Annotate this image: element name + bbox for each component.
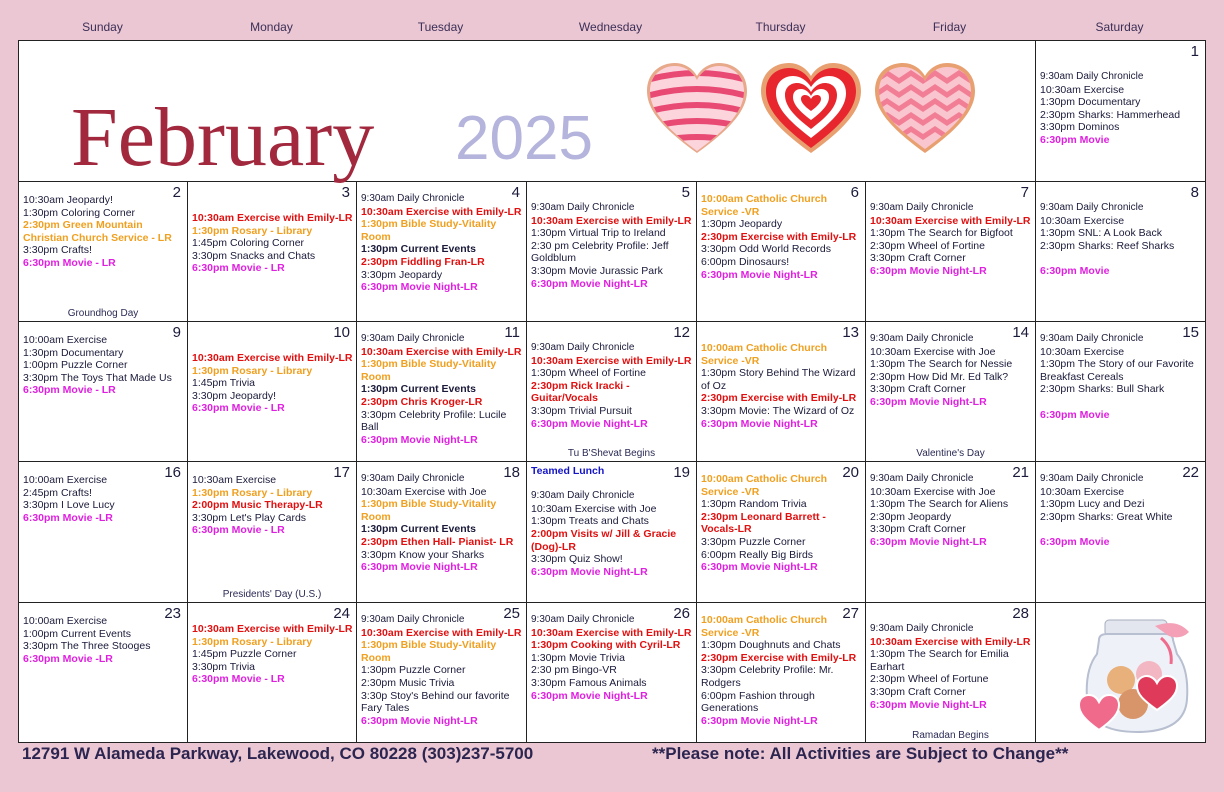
event-item: 2:30pm Wheel of Fortune [870, 673, 989, 686]
holiday-label: Presidents' Day (U.S.) [222, 589, 322, 600]
day-number: 20 [842, 464, 859, 481]
event-list [701, 473, 862, 574]
day-cell-7 [866, 182, 1035, 321]
event-item: 6:00pm Really Big Birds [701, 548, 814, 561]
event-item: 6:30pm Movie Night-LR [361, 281, 478, 294]
event-list [192, 212, 353, 275]
day-cell-23 [19, 603, 187, 743]
event-item: 9:30am Daily Chronicle [531, 342, 635, 353]
event-item: 9:30am Daily Chronicle [870, 623, 974, 634]
chevron-heart-cookie-icon [875, 63, 975, 155]
event-item: 3:30pm Movie Jurassic Park [531, 264, 663, 277]
event-item: 1:30pm Virtual Trip to Ireland [531, 227, 666, 240]
day-cell-21 [866, 462, 1035, 602]
event-list [1040, 333, 1202, 421]
day-cell-25 [357, 603, 526, 743]
event-item: 10:30am Exercise with Emily-LR [531, 214, 692, 227]
event-list [23, 474, 184, 524]
event-list [1040, 202, 1202, 278]
event-item: 1:30pm Rosary - Library [192, 364, 313, 377]
event-list [361, 333, 523, 446]
event-list [192, 352, 353, 415]
event-item: 2:30pm Wheel of Fortine [870, 239, 985, 252]
event-item: 9:30am Daily Chronicle [531, 490, 635, 502]
day-cell-9 [19, 322, 187, 461]
event-item: 6:30pm Movie Night-LR [701, 417, 818, 430]
event-item: 1:30pm Bible Study-Vitality Room [361, 358, 497, 383]
event-item [1040, 396, 1202, 409]
event-list [870, 623, 1032, 711]
event-item: 10:30am Exercise [1040, 345, 1125, 358]
day-cell-17 [188, 462, 356, 602]
event-item: 6:30pm Movie Night-LR [531, 565, 648, 578]
holiday-label: Tu B'Shevat Begins [567, 448, 656, 459]
event-item: 1:30pm Puzzle Corner [361, 664, 466, 677]
day-cell-28 [866, 603, 1035, 743]
event-item: 6:30pm Movie [1040, 264, 1110, 277]
event-item: 3:30pm Jeopardy! [192, 389, 277, 402]
event-item: 1:30pm Random Trivia [701, 498, 807, 511]
event-item: 2:30pm How Did Mr. Ed Talk? [870, 370, 1009, 383]
event-item: 10:30am Exercise with Emily-LR [531, 626, 692, 639]
event-item: 6:30pm Movie [1040, 408, 1110, 421]
event-item: 3:30pm Puzzle Corner [701, 535, 806, 548]
event-item: 6:30pm Movie Night-LR [531, 277, 648, 290]
event-list [361, 193, 523, 294]
event-item: 10:00am Catholic Church Service -VR [701, 342, 828, 367]
event-item: 1:30pm Current Events [361, 523, 476, 536]
event-item: 6:30pm Movie Night-LR [870, 535, 987, 548]
event-item: 2:45pm Crafts! [23, 486, 92, 499]
event-item: 6:30pm Movie Night-LR [870, 698, 987, 711]
event-item: 2:30pm Sharks: Hammerhead [1040, 108, 1181, 121]
event-item: 2:00pm Visits w/ Jill & Gracie (Dog)-LR [531, 527, 677, 553]
event-item: 1:30pm Documentary [23, 346, 124, 359]
event-item: 1:30pm Treats and Chats [531, 515, 649, 528]
event-item: 6:30pm Movie - LR [192, 262, 285, 275]
event-item: 1:30pm Current Events [361, 243, 476, 256]
event-item: 10:30am Exercise with Emily-LR [192, 352, 353, 364]
weekday-monday: Monday [250, 20, 293, 34]
event-item: 9:30am Daily Chronicle [870, 202, 974, 213]
event-item: 3:30pm Celebrity Profile: Lucile Ball [361, 408, 507, 434]
event-item: 3:30pm Crafts! [23, 244, 92, 257]
event-item: 6:30pm Movie [1040, 535, 1110, 548]
event-item: 3:30pm Trivia [192, 660, 256, 673]
weekday-thursday: Thursday [755, 20, 806, 34]
day-cell-11 [357, 322, 526, 461]
day-cell-4 [357, 182, 526, 321]
event-item: 1:45pm Coloring Corner [192, 237, 305, 250]
event-list [1040, 71, 1202, 147]
day-number: 7 [1020, 184, 1029, 201]
day-number: 3 [341, 184, 350, 201]
event-item: 2:30pm Sharks: Great White [1040, 510, 1173, 523]
event-item: 1:30pm Story Behind The Wizard of Oz [701, 367, 856, 392]
event-item: 3:30pm Famous Animals [531, 676, 647, 689]
event-item: 10:30am Exercise with Emily-LR [361, 205, 522, 218]
event-item: 1:30pm Cooking with Cyril-LR [531, 639, 681, 652]
weekday-wednesday: Wednesday [578, 20, 643, 34]
event-item: 2:30pm Sharks: Bull Shark [1040, 383, 1165, 396]
event-item: 3:30pm Craft Corner [870, 252, 966, 265]
event-item: 10:00am Catholic Church Service -VR [701, 473, 828, 498]
event-item: 6:00pm Dinosaurs! [701, 255, 790, 268]
event-list [531, 342, 693, 430]
event-item: 3:30p Stoy's Behind our favorite Fary Tales [361, 689, 510, 715]
event-item: 6:30pm Movie Night-LR [531, 417, 648, 430]
day-number: 5 [681, 184, 690, 201]
event-item: 10:30am Exercise with Joe [361, 485, 487, 498]
day-number: 18 [503, 464, 520, 481]
day-number: 16 [164, 464, 181, 481]
event-item: 1:30pm Current Events [361, 383, 476, 396]
day-number: 2 [172, 184, 181, 201]
footer-address: 12791 W Alameda Parkway, Lakewood, CO 80228 (303)237-5700 [22, 744, 534, 763]
event-item: 3:30pm Movie: The Wizard of Oz [701, 404, 855, 417]
event-item: 2:30pm Chris Kroger-LR [361, 395, 483, 408]
event-item: 9:30am Daily Chronicle [1040, 473, 1144, 484]
day-cell-6 [697, 182, 865, 321]
day-cell-5 [527, 182, 696, 321]
day-cell-24 [188, 603, 356, 743]
event-item: 1:30pm Coloring Corner [23, 206, 136, 219]
day-number: 21 [1012, 464, 1029, 481]
day-cell-1 [1036, 41, 1205, 181]
event-item: 1:30pm The Search for Nessie [870, 358, 1013, 371]
day-cell-18 [357, 462, 526, 602]
event-item: 10:30am Exercise [1040, 485, 1125, 498]
event-item [1040, 252, 1202, 265]
day-number: 25 [503, 605, 520, 622]
event-item: 2:30 pm Celebrity Profile: Jeff Goldblum [531, 239, 669, 265]
day-cell-2 [19, 182, 187, 321]
event-item: 9:30am Daily Chronicle [531, 202, 635, 213]
event-item: 10:30am Exercise with Emily-LR [361, 626, 522, 639]
day-cell-15 [1036, 322, 1205, 461]
event-item: 10:30am Exercise with Emily-LR [192, 623, 353, 635]
event-item: 3:30pm Craft Corner [870, 383, 966, 396]
event-item: 10:30am Exercise with Emily-LR [870, 214, 1031, 227]
event-item: 3:30pm I Love Lucy [23, 499, 115, 512]
event-item: 6:30pm Movie -LR [23, 511, 113, 524]
event-item: 6:30pm Movie [1040, 133, 1110, 146]
event-item: 6:30pm Movie -LR [23, 652, 113, 665]
event-item: 10:30am Exercise with Joe [870, 485, 996, 498]
event-item: 3:30pm Know your Sharks [361, 548, 485, 561]
event-item: 3:30pm Let's Play Cards [192, 511, 307, 524]
day-cell-16 [19, 462, 187, 602]
event-item: 1:30pm The Search for Aliens [870, 498, 1009, 511]
event-item: 10:00am Exercise [23, 615, 108, 627]
event-item: 1:30pm Documentary [1040, 96, 1141, 109]
day-number: 26 [673, 605, 690, 622]
day-cell-8 [1036, 182, 1205, 321]
event-item: 3:30pm Odd World Records [701, 243, 831, 256]
month-title: February [71, 91, 375, 184]
event-item: 3:30pm The Toys That Made Us [23, 371, 172, 384]
event-list [531, 465, 693, 578]
event-item: 9:30am Daily Chronicle [361, 333, 465, 344]
event-item: 10:30am Exercise [192, 474, 277, 486]
cookie-jar-icon [1077, 614, 1197, 738]
event-list [870, 202, 1032, 278]
event-item: 1:30pm Bible Study-Vitality Room [361, 639, 497, 664]
event-item: 10:00am Catholic Church Service -VR [701, 614, 828, 639]
event-item: 10:30am Exercise with Joe [870, 345, 996, 358]
event-list [192, 623, 353, 686]
event-item: 2:00pm Music Therapy-LR [192, 499, 323, 512]
weekday-tuesday: Tuesday [417, 20, 464, 34]
event-item: 1:30pm SNL: A Look Back [1040, 227, 1162, 240]
event-item: 6:30pm Movie Night-LR [870, 264, 987, 277]
weekday-friday: Friday [932, 20, 967, 34]
event-item: 2:30pm Fiddling Fran-LR [361, 255, 485, 268]
event-item: 1:30pm The Search for Emilia Earhart [870, 648, 1009, 673]
event-item: 2:30pm Leonard Barrett - Vocals-LR [701, 510, 826, 536]
event-item: 1:30pm Rosary - Library [192, 635, 313, 648]
event-item: 10:30am Jeopardy! [23, 194, 113, 206]
event-item: 1:45pm Puzzle Corner [192, 648, 297, 661]
day-number: 9 [172, 324, 181, 341]
event-item: 2:30 pm Bingo-VR [531, 664, 617, 677]
day-number: 19 [673, 464, 690, 481]
striped-heart-cookie-icon [647, 63, 747, 155]
event-item: 2:30pm Green Mountain Christian Church Service - LR [23, 219, 172, 244]
event-item: 6:30pm Movie - LR [192, 524, 285, 537]
year-title: 2025 [455, 104, 593, 173]
event-item: 6:30pm Movie Night-LR [531, 689, 648, 702]
weekday-saturday: Saturday [1095, 20, 1144, 34]
event-item: 1:30pm The Story of our Favorite Breakfast Cereals [1040, 358, 1194, 383]
event-item: 2:30pm Exercise with Emily-LR [701, 230, 857, 243]
footer-note: **Please note: All Activities are Subject to Change** [652, 744, 1069, 763]
event-list [531, 614, 693, 702]
event-list [701, 614, 862, 727]
event-item [1040, 523, 1202, 536]
event-item: 6:30pm Movie Night-LR [701, 714, 818, 727]
event-item: 9:30am Daily Chronicle [361, 473, 465, 484]
event-item: 10:30am Exercise with Emily-LR [531, 354, 692, 367]
event-list [701, 342, 862, 430]
event-item: 9:30am Daily Chronicle [1040, 333, 1144, 344]
event-item: 10:30am Exercise with Emily-LR [192, 212, 353, 224]
event-list [361, 473, 523, 574]
day-cell-19 [527, 462, 696, 602]
event-item: 2:30pm Sharks: Reef Sharks [1040, 239, 1175, 252]
day-number: 6 [850, 184, 859, 201]
event-item: 6:30pm Movie Night-LR [361, 433, 478, 446]
event-item: 3:30pm Craft Corner [870, 523, 966, 536]
event-item: 1:30pm Lucy and Dezi [1040, 498, 1145, 511]
event-item: 9:30am Daily Chronicle [870, 473, 974, 484]
holiday-label: Ramadan Begins [912, 730, 989, 741]
event-item: 1:30pm Bible Study-Vitality Room [361, 498, 497, 523]
event-list [23, 194, 184, 270]
day-cell-13 [697, 322, 865, 461]
event-item: 1:30pm Rosary - Library [192, 486, 313, 499]
event-item: 3:30pm Quiz Show! [531, 553, 623, 566]
day-cell-26 [527, 603, 696, 743]
event-item: 6:30pm Movie Night-LR [701, 268, 818, 281]
day-cell-20 [697, 462, 865, 602]
event-item: 1:30pm Rosary - Library [192, 224, 313, 237]
event-item: 3:30pm Craft Corner [870, 685, 966, 698]
event-item: 2:30pm Exercise with Emily-LR [701, 651, 857, 664]
event-item: 10:00am Catholic Church Service -VR [701, 193, 828, 218]
day-number: 15 [1182, 324, 1199, 341]
day-number: 27 [842, 605, 859, 622]
day-number: 1 [1190, 43, 1199, 60]
event-item: 1:30pm Bible Study-Vitality Room [361, 218, 497, 243]
event-list [361, 614, 523, 727]
event-item: 10:30am Exercise with Emily-LR [870, 635, 1031, 648]
event-item: 1:00pm Current Events [23, 627, 131, 640]
day-number: 24 [333, 605, 350, 622]
event-item: 9:30am Daily Chronicle [361, 614, 465, 625]
event-item: 2:30pm Exercise with Emily-LR [701, 392, 857, 405]
event-item: 10:30am Exercise with Emily-LR [361, 345, 522, 358]
event-item: 9:30am Daily Chronicle [531, 614, 635, 625]
event-item: 6:30pm Movie - LR [23, 256, 116, 269]
event-item: 2:30pm Music Trivia [361, 676, 455, 689]
event-list [870, 473, 1032, 549]
day-cell-12 [527, 322, 696, 461]
calendar-grid [18, 40, 1206, 743]
day-number: 10 [333, 324, 350, 341]
day-number: 28 [1012, 605, 1029, 622]
event-list [870, 333, 1032, 409]
day-cell-10 [188, 322, 356, 461]
spiral-heart-cookie-icon [761, 63, 861, 155]
event-item: 9:30am Daily Chronicle [361, 193, 465, 204]
event-item [531, 478, 693, 491]
event-item: 6:30pm Movie Night-LR [361, 714, 478, 727]
event-item: 9:30am Daily Chronicle [1040, 202, 1144, 213]
day-number: 23 [164, 605, 181, 622]
event-item: 10:30am Exercise with Joe [531, 502, 657, 515]
event-item: 9:30am Daily Chronicle [870, 333, 974, 344]
day-number: 8 [1190, 184, 1199, 201]
event-item: 3:30pm Dominos [1040, 121, 1120, 134]
event-item: 3:30pm The Three Stooges [23, 640, 151, 653]
event-item: Teamed Lunch [531, 465, 605, 477]
day-number: 17 [333, 464, 350, 481]
event-item: 6:30pm Movie Night-LR [361, 561, 478, 574]
event-item: 9:30am Daily Chronicle [1040, 71, 1144, 82]
event-list [701, 193, 862, 281]
holiday-label: Groundhog Day [67, 308, 139, 319]
event-item: 2:30pm Jeopardy [870, 510, 952, 523]
event-item: 10:00am Exercise [23, 474, 108, 486]
event-item: 10:30am Exercise [1040, 214, 1125, 227]
day-cell-27 [697, 603, 865, 743]
event-item: 6:30pm Movie - LR [192, 673, 285, 686]
event-item: 10:00am Exercise [23, 334, 108, 346]
event-item: 10:30am Exercise [1040, 83, 1125, 96]
event-item: 6:30pm Movie Night-LR [870, 395, 987, 408]
event-item: 1:30pm Jeopardy [701, 218, 783, 231]
weekday-sunday: Sunday [82, 20, 123, 34]
event-item: 6:30pm Movie - LR [192, 402, 285, 415]
day-number: 11 [504, 324, 520, 341]
day-cell-3 [188, 182, 356, 321]
day-number: 4 [511, 184, 520, 201]
day-number: 12 [673, 324, 690, 341]
day-cell-22 [1036, 462, 1205, 602]
event-item: 3:30pm Trivial Pursuit [531, 404, 632, 417]
event-item: 1:30pm The Search for Bigfoot [870, 227, 1013, 240]
event-item: 1:45pm Trivia [192, 377, 256, 390]
event-item: 1:00pm Puzzle Corner [23, 359, 128, 372]
event-list [23, 615, 184, 665]
event-item: 3:30pm Celebrity Profile: Mr. Rodgers [701, 664, 834, 689]
day-cell-14 [866, 322, 1035, 461]
event-item: 6:30pm Movie - LR [23, 384, 116, 397]
day-number: 13 [842, 324, 859, 341]
event-item: 3:30pm Snacks and Chats [192, 249, 316, 262]
event-item: 3:30pm Jeopardy [361, 268, 443, 281]
event-item: 1:30pm Wheel of Fortine [531, 367, 646, 380]
event-list [192, 474, 353, 537]
event-item: 6:30pm Movie Night-LR [701, 561, 818, 574]
day-number: 22 [1182, 464, 1199, 481]
event-list [1040, 473, 1202, 549]
event-item: 1:30pm Movie Trivia [531, 651, 625, 664]
event-item: 2:30pm Rick Iracki - Guitar/Vocals [531, 379, 630, 405]
event-list [23, 334, 184, 397]
event-item: 2:30pm Ethen Hall- Pianist- LR [361, 535, 514, 548]
holiday-label: Valentine's Day [916, 448, 985, 459]
day-number: 14 [1012, 324, 1029, 341]
event-item: 6:00pm Fashion through Generations [701, 689, 815, 715]
event-list [531, 202, 693, 290]
event-item: 1:30pm Doughnuts and Chats [701, 639, 841, 652]
